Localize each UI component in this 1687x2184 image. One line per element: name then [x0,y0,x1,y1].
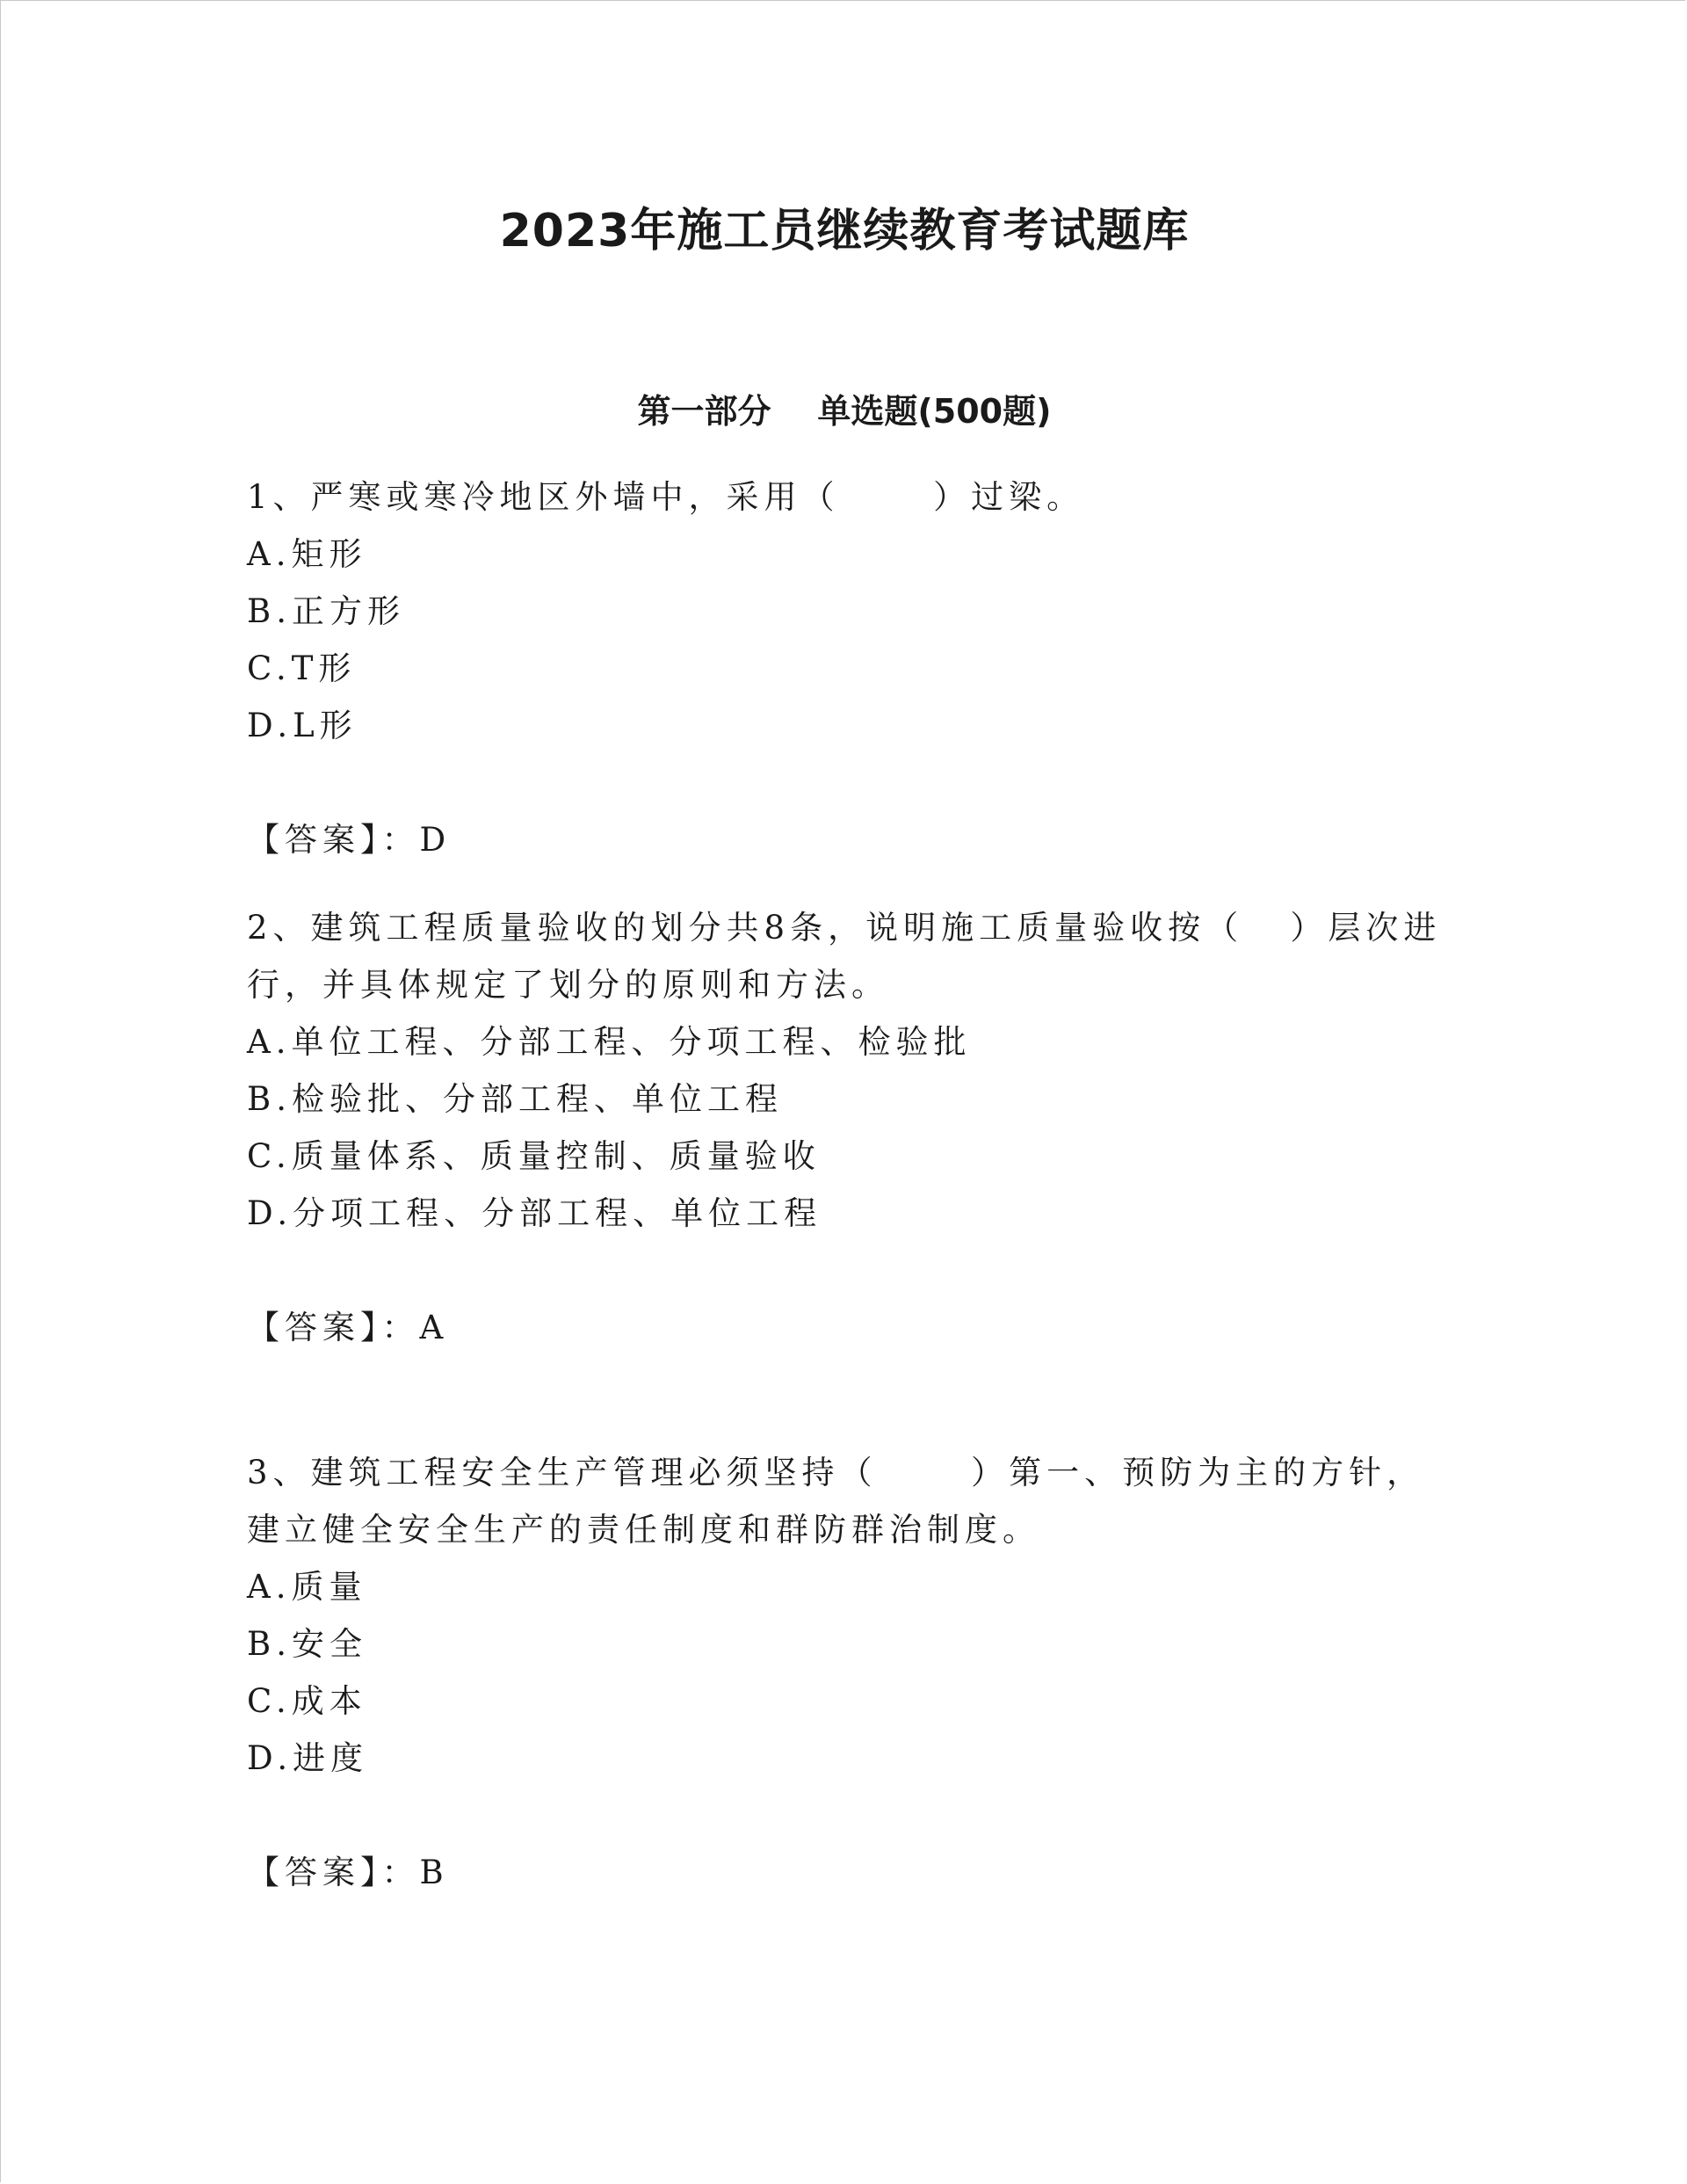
question-1 [247,468,1459,868]
option-b: B.正方形 [247,592,405,630]
answer: 【答案】：D [247,821,452,859]
answer: 【答案】：A [247,1309,449,1346]
document-title: 2023年施工员继续教育考试题库 [499,205,1190,258]
question-stem: 3、建筑工程安全生产管理必须坚持（ ）第一、预防为主的方针，建立健全安全生产的责任制度和群防群治制度。 [247,1454,1425,1549]
option-b: B.检验批、分部工程、单位工程 [247,1080,783,1118]
question-stem: 1、严寒或寒冷地区外墙中，采用（ ）过梁。 [247,478,1085,516]
option-d: D.分项工程、分部工程、单位工程 [247,1194,822,1232]
question-2 [247,899,1459,1356]
option-c: C.质量体系、质量控制、质量验收 [247,1137,821,1175]
option-a: A.矩形 [247,535,367,573]
option-c: C.T形 [247,649,357,687]
option-a: A.单位工程、分部工程、分项工程、检验批 [247,1023,972,1061]
answer: 【答案】：B [247,1854,449,1891]
option-a: A.质量 [247,1568,367,1606]
option-d: D.进度 [247,1739,369,1777]
question-stem: 2、建筑工程质量验收的划分共8条，说明施工质量验收按（ ）层次进行，并具体规定了划分的原则和方法。 [247,909,1442,1004]
section-title: 第一部分 单选题(500题) [637,392,1052,431]
option-d: D.L形 [247,707,358,744]
question-3 [247,1444,1459,1901]
option-b: B.安全 [247,1625,367,1663]
option-c: C.成本 [247,1682,367,1720]
